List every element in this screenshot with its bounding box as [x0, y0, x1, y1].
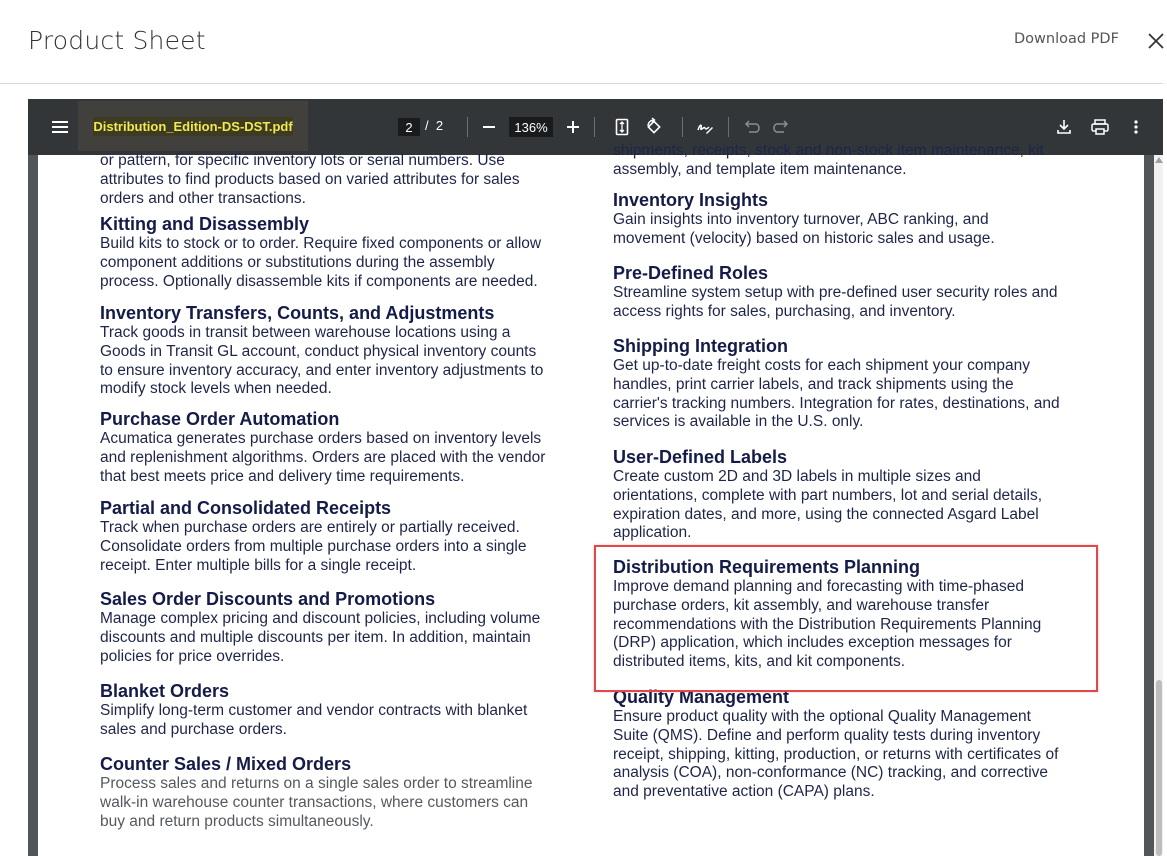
text-line: Track when purchase orders are entirely or partially received.	[100, 519, 520, 536]
text-line: receipt, shipping, kitting, production, or returns with certificates of	[613, 745, 1059, 763]
toolbar-divider	[467, 117, 468, 137]
text-line: Simplify long-term customer and vendor contracts with blanket	[100, 702, 528, 719]
total-pages: 2	[435, 118, 444, 133]
section-heading: Partial and Consolidated Receipts	[100, 498, 392, 518]
section-heading: User-Defined Labels	[613, 447, 788, 467]
download-button[interactable]	[1054, 117, 1074, 137]
text-line: Streamline system setup with pre-defined user security roles and	[613, 284, 1058, 301]
text-line: orders and other transactions.	[100, 189, 306, 207]
text-line: carrier's tracking numbers. Integration for rates, destinations, and	[613, 394, 1060, 412]
section-inventory-transfers	[100, 302, 543, 399]
undo-icon	[743, 120, 759, 134]
text-line: policies for price overrides.	[100, 647, 285, 665]
section-heading: Sales Order Discounts and Promotions	[100, 589, 436, 609]
text-line: distributed items, kits, and kit components.	[613, 653, 906, 671]
section-shipping-integration	[613, 335, 1060, 432]
text-line: movement (velocity) based on historic sales and usage.	[613, 229, 995, 247]
fit-page-button[interactable]	[612, 116, 632, 138]
zoom-out-button[interactable]	[479, 117, 499, 137]
text-line: Ensure product quality with the optional Quality Management	[613, 708, 1031, 725]
section-purchase-order-automation	[100, 408, 545, 486]
text-line: purchase orders, kit assembly, and warehouse transfer	[613, 596, 990, 614]
text-line: Gain insights into inventory turnover, ABC ranking, and	[613, 211, 989, 228]
text-line: Process sales and returns on a single sales order to streamline	[100, 775, 533, 792]
text-line: Acumatica generates purchase orders based on inventory levels	[100, 430, 542, 447]
section-partial-receipts	[100, 497, 526, 575]
toolbar-divider	[682, 117, 683, 137]
modal-title: Product Sheet	[28, 26, 206, 55]
download-pdf-link[interactable]: Download PDF	[1014, 31, 1119, 47]
text-line: (DRP) application, which includes exception messages for	[613, 634, 1012, 652]
text-line: component additions or substitutions during the assembly	[100, 253, 495, 271]
close-icon	[1147, 26, 1167, 56]
undo-button[interactable]	[741, 117, 761, 137]
text-line: Manage complex pricing and discount policies, including volume	[100, 610, 541, 627]
text-line: and preventative action (CAPA) plans.	[613, 783, 875, 801]
zoom-in-icon	[566, 120, 580, 134]
page-separator: /	[425, 118, 429, 133]
section-counter-sales	[100, 753, 533, 831]
zoom-out-icon	[482, 120, 496, 134]
text-line: attributes to find products based on varied attributes for sales	[100, 170, 520, 188]
section-distribution-requirements-planning	[613, 556, 1041, 672]
text-line: sales and purchase orders.	[100, 720, 287, 738]
pdf-viewer	[28, 99, 1163, 856]
text-line: and replenishment algorithms. Orders are placed with the vendor	[100, 448, 546, 466]
text-line: to ensure inventory accuracy, and enter inventory adjustments to	[100, 361, 544, 379]
section-heading: Quality Management	[613, 687, 790, 707]
section-inventory-insights	[613, 189, 995, 249]
pdf-filename-text: Distribution_Edition-DS-DST.pdf	[93, 118, 293, 134]
text-line: shipments, receipts, stock and non-stock item maintenance, kit	[613, 142, 1044, 159]
section-quality-management	[613, 686, 1058, 802]
text-line: Get up-to-date freight costs for each shipment your company	[613, 357, 1030, 374]
scroll-up-arrow-icon[interactable]	[1155, 157, 1163, 163]
redo-icon	[774, 120, 790, 134]
text-line: or pattern, for specific inventory lots or serial numbers. Use	[100, 152, 505, 169]
section-heading: Kitting and Disassembly	[100, 214, 310, 234]
section-kitting	[100, 213, 541, 291]
text-line: process. Optionally disassemble kits if components are needed.	[100, 272, 538, 290]
download-icon	[1056, 119, 1072, 135]
fit-page-icon	[615, 118, 629, 136]
text-line: walk-in warehouse counter transactions, where customers can	[100, 793, 529, 811]
rotate-icon	[645, 118, 663, 136]
section-heading: Purchase Order Automation	[100, 409, 340, 429]
section-heading: Pre-Defined Roles	[613, 263, 769, 283]
left-intro	[100, 152, 520, 208]
pdf-filename	[78, 101, 308, 151]
text-line: handles, print carrier labels, and track shipments using the	[613, 375, 1014, 393]
right-intro	[613, 142, 1044, 180]
text-line: orientations, complete with part numbers, lot and serial details,	[613, 486, 1043, 504]
close-button[interactable]	[1147, 26, 1167, 56]
section-sales-order-discounts	[100, 588, 540, 666]
text-line: Track goods in transit between warehouse locations using a	[100, 324, 511, 341]
section-pre-defined-roles	[613, 262, 1058, 322]
print-button[interactable]	[1089, 117, 1111, 137]
section-heading: Distribution Requirements Planning	[613, 557, 921, 577]
scrollbar[interactable]	[1154, 155, 1163, 856]
print-icon	[1091, 119, 1109, 135]
more-options-button[interactable]	[1126, 117, 1146, 137]
text-line: application.	[613, 524, 692, 542]
menu-button[interactable]	[50, 117, 70, 137]
text-line: services is available in the U.S. only.	[613, 413, 864, 431]
zoom-in-button[interactable]	[563, 117, 583, 137]
text-line: Consolidate orders from multiple purchase orders into a single	[100, 537, 527, 555]
section-heading: Inventory Insights	[613, 190, 769, 210]
page-count	[425, 118, 443, 133]
scrollbar-thumb[interactable]	[1156, 680, 1162, 856]
section-user-defined-labels	[613, 446, 1042, 543]
text-line: Suite (QMS). Define and perform quality tests during inventory	[613, 726, 1041, 744]
section-heading: Shipping Integration	[613, 336, 788, 356]
menu-icon	[52, 121, 68, 133]
text-line: that best meets price and delivery time requirements.	[100, 467, 465, 485]
section-heading: Blanket Orders	[100, 681, 230, 701]
text-line: Improve demand planning and forecasting with time-phased	[613, 578, 1024, 595]
section-heading: Counter Sales / Mixed Orders	[100, 754, 352, 774]
section-blanket-orders	[100, 680, 527, 740]
more-options-icon	[1134, 120, 1138, 134]
redo-button[interactable]	[772, 117, 792, 137]
modal-header	[0, 0, 1163, 84]
text-line: buy and return products simultaneously.	[100, 812, 374, 830]
section-heading: Inventory Transfers, Counts, and Adjustments	[100, 303, 495, 323]
zoom-level-input[interactable]: 136%	[509, 117, 553, 137]
text-line: assembly, and template item maintenance.	[613, 160, 907, 178]
text-line: access rights for sales, purchasing, and inventory.	[613, 302, 956, 320]
text-line: analysis (COA), non-conformance (NC) tracking, and corrective	[613, 764, 1049, 782]
toolbar-divider	[594, 117, 595, 137]
text-line: discounts and multiple discounts per item. In addition, maintain	[100, 628, 531, 646]
text-line: Create custom 2D and 3D labels in multiple sizes and	[613, 468, 981, 485]
text-line: expiration dates, and more, using the connected Asgard Label	[613, 505, 1039, 523]
text-line: receipt. Enter multiple bills for a single receipt.	[100, 556, 417, 574]
toolbar-divider	[728, 117, 729, 137]
text-line: Build kits to stock or to order. Require fixed components or allow	[100, 235, 542, 252]
page-number-input[interactable]: 2	[398, 118, 420, 136]
annotate-icon	[696, 118, 714, 136]
annotate-button[interactable]	[694, 116, 716, 138]
text-line: Goods in Transit GL account, conduct physical inventory counts	[100, 342, 537, 360]
rotate-button[interactable]	[643, 116, 665, 138]
text-line: recommendations with the Distribution Requirements Planning	[613, 615, 1042, 633]
text-line: modify stock levels when needed.	[100, 380, 332, 398]
pdf-page	[38, 142, 1144, 856]
